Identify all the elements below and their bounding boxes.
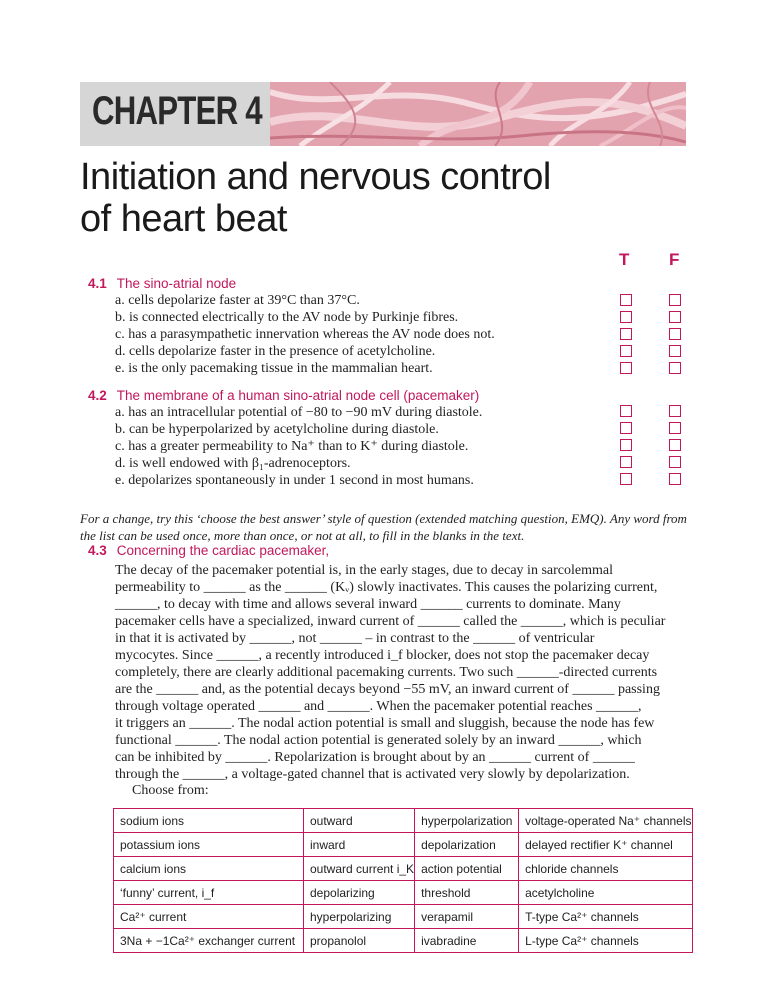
question-4-2-option-b: b. can be hyperpolarized by acetylcholine during diastole. xyxy=(115,422,439,437)
q42d-true-checkbox[interactable] xyxy=(620,456,632,468)
choice-cell: voltage-operated Na⁺ channels xyxy=(519,809,692,833)
choice-cell: verapamil xyxy=(415,905,519,929)
choice-cell: hyperpolarizing xyxy=(304,905,415,929)
emq-text-line-12: can be inhibited by ______. Repolarization is brought about by an ______ current of ______ xyxy=(115,750,635,765)
table-row xyxy=(114,905,693,929)
question-title: The membrane of a human sino-atrial node cell (pacemaker) xyxy=(116,388,480,403)
choice-cell: outward xyxy=(304,809,415,833)
q41b-false-checkbox[interactable] xyxy=(669,311,681,323)
table-row xyxy=(114,857,693,881)
q41c-false-checkbox[interactable] xyxy=(669,328,681,340)
q42c-false-checkbox[interactable] xyxy=(669,439,681,451)
q41d-true-checkbox[interactable] xyxy=(620,345,632,357)
question-4-1-option-d: d. cells depolarize faster in the presence of acetylcholine. xyxy=(115,344,436,359)
question-number: 4.1 xyxy=(88,276,107,291)
question-4-1-option-a: a. cells depolarize faster at 39°C than 37°C. xyxy=(115,293,360,308)
question-4-3-heading xyxy=(88,543,329,558)
table-row xyxy=(114,809,693,833)
chapter-title-line-2: of heart beat xyxy=(80,198,287,240)
question-4-1-option-b: b. is connected electrically to the AV node by Purkinje fibres. xyxy=(115,310,459,325)
choice-cell: outward current i_K xyxy=(304,857,415,881)
table-row xyxy=(114,833,693,857)
emq-text-line-5: in that it is activated by ______, not ______ – in contrast to the ______ of ventricular xyxy=(115,631,595,646)
chapter-title-line-1: Initiation and nervous control xyxy=(80,156,551,198)
q41a-true-checkbox[interactable] xyxy=(620,294,632,306)
choice-cell: delayed rectifier K⁺ channel xyxy=(519,833,692,857)
choice-cell: calcium ions xyxy=(114,857,304,881)
choose-from-label: Choose from: xyxy=(132,783,209,798)
q41d-false-checkbox[interactable] xyxy=(669,345,681,357)
q42c-true-checkbox[interactable] xyxy=(620,439,632,451)
true-column-header: T xyxy=(619,250,630,269)
tissue-texture xyxy=(270,82,686,146)
chapter-label: CHAPTER 4 xyxy=(92,89,262,133)
question-4-2-option-e: e. depolarizes spontaneously in under 1 second in most humans. xyxy=(115,473,474,488)
q42e-true-checkbox[interactable] xyxy=(620,473,632,485)
q42a-false-checkbox[interactable] xyxy=(669,405,681,417)
choice-cell: 3Na + −1Ca²⁺ exchanger current xyxy=(114,929,304,953)
chapter-banner xyxy=(80,82,686,146)
question-4-2-option-c: c. has a greater permeability to Na⁺ than to K⁺ during diastole. xyxy=(115,439,469,454)
emq-text-line-7: completely, there are clearly additional pacemaking currents. Two such ______-directed currents xyxy=(115,665,658,680)
question-number: 4.3 xyxy=(88,543,107,558)
choice-cell: ivabradine xyxy=(415,929,519,953)
choice-cell: depolarization xyxy=(415,833,519,857)
question-4-2-option-a: a. has an intracellular potential of −80 to −90 mV during diastole. xyxy=(115,405,483,420)
emq-text-line-4: pacemaker cells have a specialized, inward current of ______ called the ______, which is peculiar xyxy=(115,614,666,629)
choice-cell: T-type Ca²⁺ channels xyxy=(519,905,692,929)
question-4-2-option-d: d. is well endowed with β₁-adrenoceptors. xyxy=(115,456,351,471)
table-row xyxy=(114,881,693,905)
emq-text-line-6: mycocytes. Since ______, a recently introduced i_f blocker, does not stop the pacemaker decay xyxy=(115,648,650,663)
answer-choices-table xyxy=(113,808,693,953)
choice-cell: inward xyxy=(304,833,415,857)
table-row xyxy=(114,929,693,953)
choice-cell: acetylcholine xyxy=(519,881,692,905)
question-title: The sino-atrial node xyxy=(116,276,237,291)
question-title: Concerning the cardiac pacemaker, xyxy=(116,543,330,558)
tissue-image xyxy=(270,82,686,146)
choice-cell: potassium ions xyxy=(114,833,304,857)
emq-instruction: For a change, try this ‘choose the best answer’ style of question (extended matching question, EMQ). Any word from the list can be used once, more than once, or not at all, to fill in the blanks in the text. xyxy=(80,511,687,543)
q42b-false-checkbox[interactable] xyxy=(669,422,681,434)
emq-text-line-2: permeability to ______ as the ______ (Kᵥ) slowly inactivates. This causes the polarizing current, xyxy=(115,580,658,595)
q41c-true-checkbox[interactable] xyxy=(620,328,632,340)
q42b-true-checkbox[interactable] xyxy=(620,422,632,434)
chapter-title xyxy=(80,156,551,240)
emq-text-line-3: ______, to decay with time and allows several inward ______ currents to dominate. Many xyxy=(115,597,621,612)
emq-text-line-13: through the ______, a voltage-gated channel that is activated very slowly by depolarization. xyxy=(115,767,630,782)
choice-cell: threshold xyxy=(415,881,519,905)
emq-text-line-8: are the ______ and, as the potential decays beyond −55 mV, an inward current of ______ passing xyxy=(115,682,660,697)
q42d-false-checkbox[interactable] xyxy=(669,456,681,468)
question-4-1-option-e: e. is the only pacemaking tissue in the mammalian heart. xyxy=(115,361,433,376)
q41e-true-checkbox[interactable] xyxy=(620,362,632,374)
q42a-true-checkbox[interactable] xyxy=(620,405,632,417)
choice-cell: hyperpolarization xyxy=(415,809,519,833)
choice-cell: L-type Ca²⁺ channels xyxy=(519,929,692,953)
q41b-true-checkbox[interactable] xyxy=(620,311,632,323)
question-number: 4.2 xyxy=(88,388,107,403)
question-4-1-heading xyxy=(88,276,236,291)
emq-text-line-10: it triggers an ______. The nodal action potential is small and sluggish, because the node has few xyxy=(115,716,655,731)
choice-cell: sodium ions xyxy=(114,809,304,833)
emq-text-line-9: through voltage operated ______ and ______. When the pacemaker potential reaches ______, xyxy=(115,699,642,714)
question-4-1-option-c: c. has a parasympathetic innervation whereas the AV node does not. xyxy=(115,327,495,342)
question-4-2-heading xyxy=(88,388,479,403)
emq-text-line-11: functional ______. The nodal action potential is generated solely by an inward ______, which xyxy=(115,733,642,748)
q42e-false-checkbox[interactable] xyxy=(669,473,681,485)
choice-cell: ‘funny’ current, i_f xyxy=(114,881,304,905)
emq-text-line-1: The decay of the pacemaker potential is, in the early stages, due to decay in sarcolemmal xyxy=(115,563,613,578)
choice-cell: action potential xyxy=(415,857,519,881)
choice-cell: depolarizing xyxy=(304,881,415,905)
q41a-false-checkbox[interactable] xyxy=(669,294,681,306)
choice-cell: chloride channels xyxy=(519,857,692,881)
q41e-false-checkbox[interactable] xyxy=(669,362,681,374)
choice-cell: propanolol xyxy=(304,929,415,953)
choice-cell: Ca²⁺ current xyxy=(114,905,304,929)
false-column-header: F xyxy=(669,250,680,269)
